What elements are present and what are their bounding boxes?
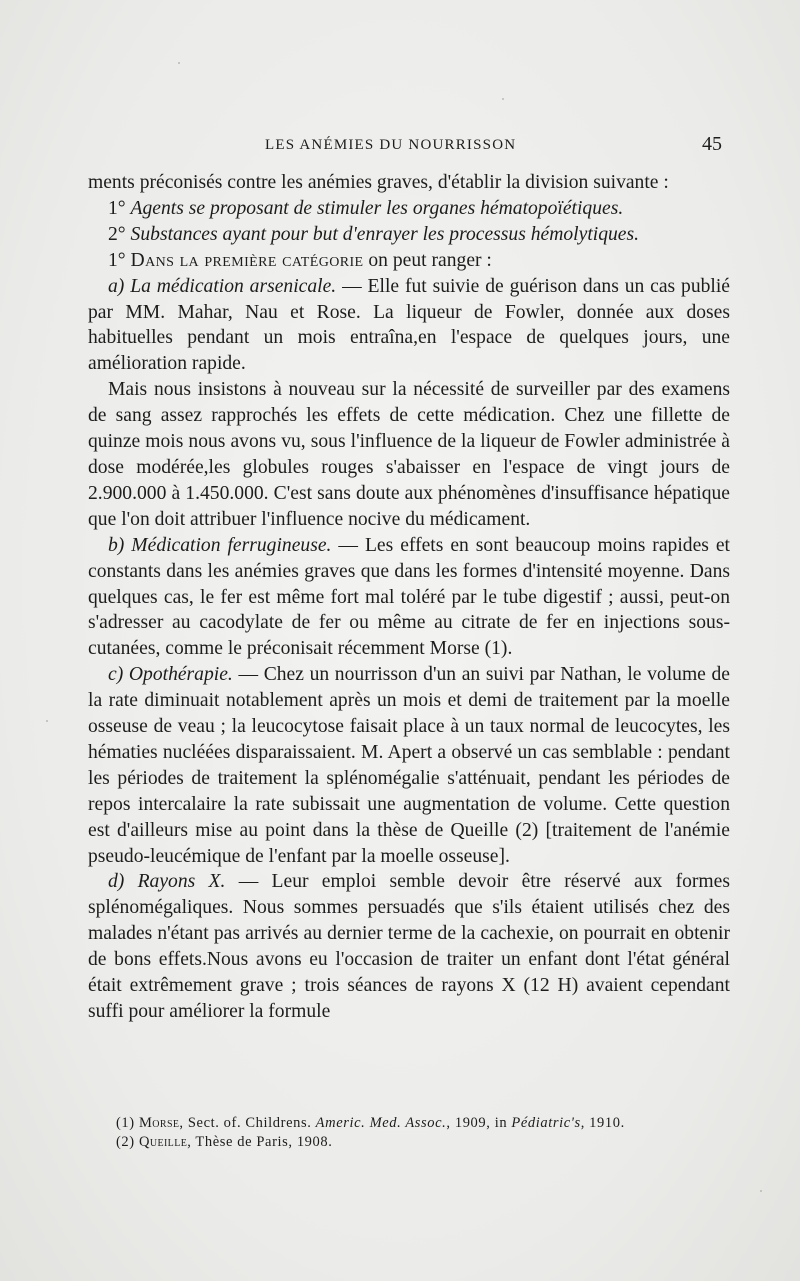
section-label: b) <box>108 534 125 556</box>
section-title: Opothérapie. <box>128 664 233 686</box>
footnote-1 <box>116 1114 736 1133</box>
section-title: Médication ferrugineuse. <box>131 534 332 556</box>
item-number: 2° <box>108 223 126 245</box>
page-header <box>90 133 730 159</box>
footnote-journal: Pédiatric's <box>511 1115 581 1131</box>
paragraph-continuation: ments préconisés contre les anémies graves, d'établir la division suivante : <box>88 172 669 193</box>
footnote-journal: Americ. Med. Assoc. <box>315 1115 447 1131</box>
section-text: — Leur emploi semble devoir être réservé aux formes splénomégaliques. Nous sommes persuadés que s'ils étaient utilisés chez des malades n'étant pas arrivés au dernier terme de la cachexie, on pourrait en obtenir de bons effets.Nous avons eu l'occasion de traiter un enfant dont l'état général était extrêmement grave ; trois séances de rayons X (12 H) avaient cependant suffi pour améliorer la formule <box>88 871 730 1022</box>
footnotes <box>116 1114 736 1152</box>
section-d <box>88 869 730 1024</box>
item-text: Substances ayant pour but d'enrayer les processus hémolytiques. <box>130 223 640 245</box>
division-item-2 <box>88 222 730 248</box>
footnote-2 <box>116 1133 736 1152</box>
footnote-text: , Sect. of. Childrens. <box>179 1115 312 1131</box>
item-text: Agents se proposant de stimuler les organes hématopoïétiques. <box>130 197 624 219</box>
footnote-text: , 1910. <box>580 1115 625 1131</box>
section-label: d) <box>108 871 125 893</box>
section-title: La médication arsenicale. <box>130 275 337 297</box>
section-c <box>88 662 730 869</box>
division-item-1 <box>88 196 730 222</box>
category-caps: Dans la première catégorie <box>130 249 364 271</box>
section-text: — Chez un nourrisson d'un an suivi par Nathan, le volume de la rate diminuait notablement après un mois et demi de traitement par la moelle osseuse de veau ; la leucocytose faisait place à un taux normal de leucocytes, les hématies nucléées disparaissaient. M. Apert a observé un cas semblable : pendant les périodes de traitement la splénomégalie s'atténuait, pendant les périodes de repos intercalaire la rate subissait une augmentation de volume. Cette question est d'ailleurs mise au point dans la thèse de Queille (2) [traitement de l'anémie pseudo-leucémique de l'enfant par la moelle osseuse]. <box>88 664 731 867</box>
section-text: — Elle fut suivie de guérison dans un cas publié par MM. Mahar, Nau et Rose. La liqueur de Fowler, donnée aux doses habituelles pendant un mois entraîna,en l'espace de quelques jours, une amélioration rapide. <box>88 275 731 375</box>
section-a <box>88 274 730 378</box>
section-title: Rayons X. <box>137 871 226 893</box>
footnote-mark: (2) <box>116 1134 135 1150</box>
footnote-text: , 1909, in <box>446 1115 508 1131</box>
footnote-text: , Thèse de Paris, 1908. <box>187 1134 333 1150</box>
paper-speck <box>760 1190 762 1192</box>
footnote-author: Morse <box>138 1115 180 1131</box>
paper-speck <box>502 98 504 100</box>
page-number: 45 <box>702 133 722 155</box>
section-b <box>88 533 730 663</box>
running-title: LES ANÉMIES DU NOURRISSON <box>265 137 517 153</box>
category-text: on peut ranger : <box>368 249 492 271</box>
section-text: — Les effets en sont beaucoup moins rapides et constants dans les anémies graves que dans les formes d'intensité moyenne. Dans quelques cas, le fer est même fort mal toléré par le tube digestif ; aussi, peut-on s'adresser au cacodylate de fer ou même au citrate de fer en injections sous-cutanées, comme le préconisait récemment Morse (1). <box>88 534 730 660</box>
body-text <box>88 170 730 1025</box>
footnote-mark: (1) <box>116 1115 135 1131</box>
section-label: a) <box>108 275 125 297</box>
item-number: 1° <box>108 197 126 219</box>
section-label: c) <box>108 664 124 686</box>
footnote-author: Queille <box>138 1134 188 1150</box>
paragraph: Mais nous insistons à nouveau sur la nécessité de surveiller par des examens de sang assez rapprochés les effets de cette médication. Chez une fillette de quinze mois nous avons vu, sous l'influence de la liqueur de Fowler administrée à dose modérée,les globules rouges s'abaisser en l'espace de vingt jours de 2.900.000 à 1.450.000. C'est sans doute aux phénomènes d'insuffisance hépatique que l'on doit attribuer l'influence nocive du médicament. <box>88 379 730 530</box>
paper-speck <box>46 720 48 722</box>
item-number: 1° <box>108 249 126 271</box>
paper-speck <box>178 62 180 64</box>
category-heading <box>88 248 730 274</box>
